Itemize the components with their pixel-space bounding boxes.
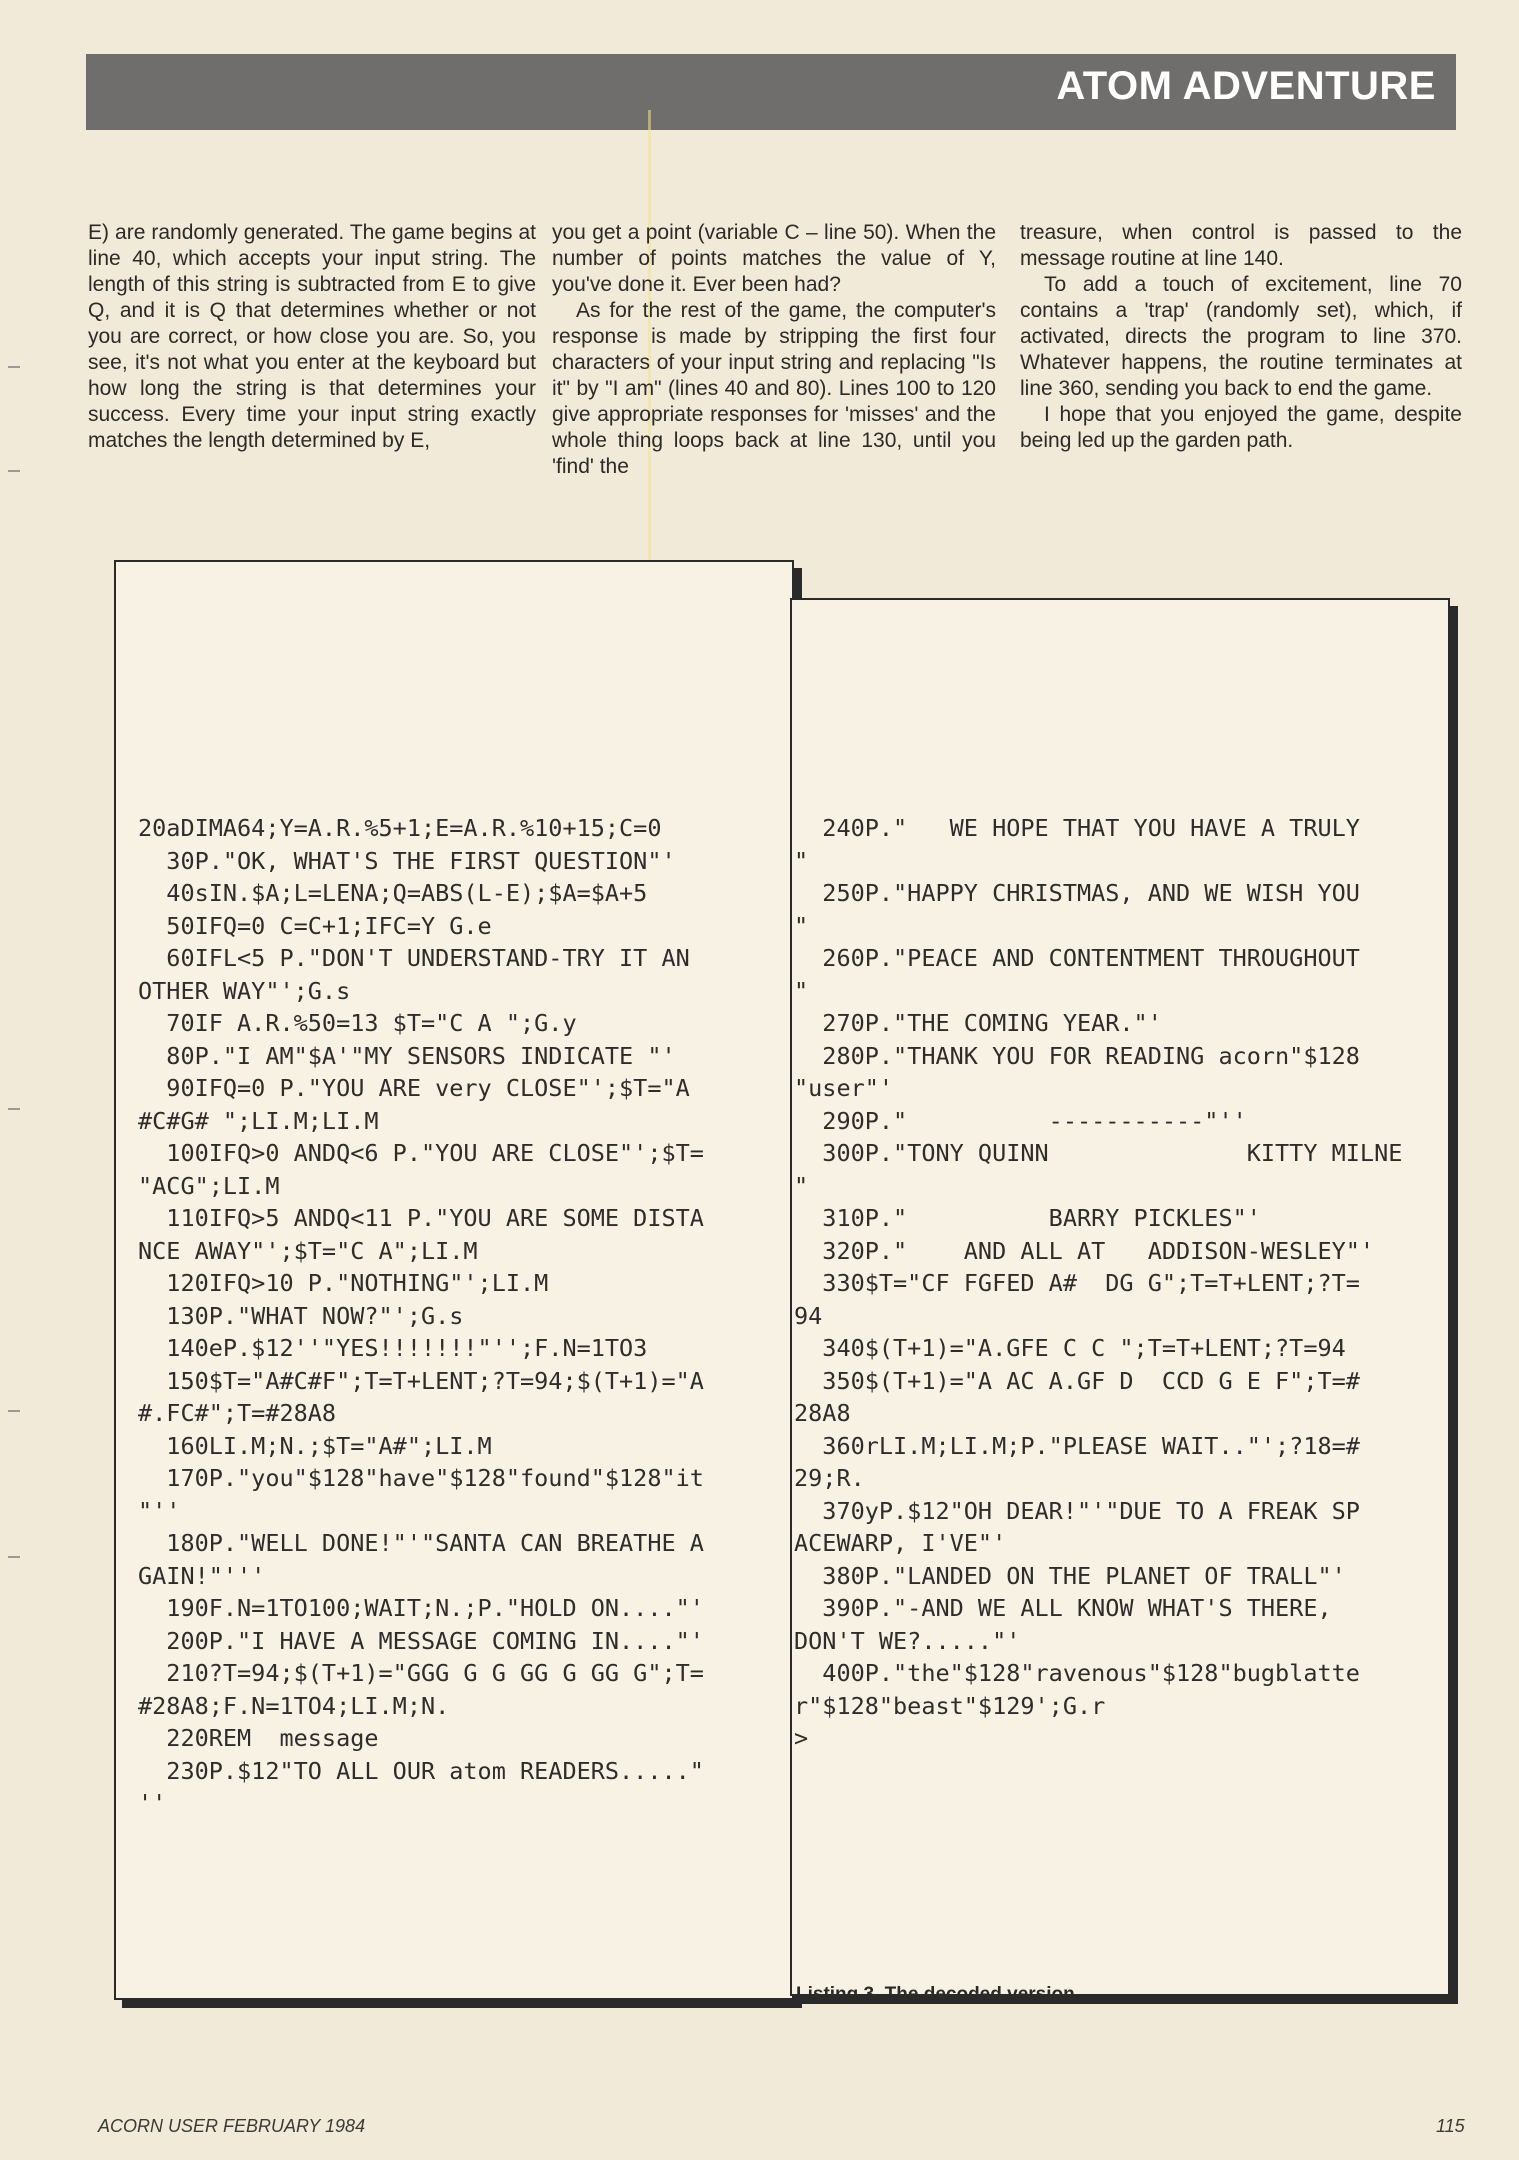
listing-line: " <box>794 976 809 1005</box>
listing-line: 330$T="CF FGFED A# DG G";T=T+LENT;?T= <box>794 1269 1360 1297</box>
listing-line: 260P."PEACE AND CONTENTMENT THROUGHOUT <box>794 944 1360 972</box>
listing-line: 350$(T+1)="A AC A.GF D CCD G E F";T=# <box>794 1366 1360 1395</box>
listing-line: 240P." WE HOPE THAT YOU HAVE A TRULY <box>794 814 1360 842</box>
listing-line: 20aDIMA64;Y=A.R.%5+1;E=A.R.%10+15;C=0 <box>138 814 662 842</box>
listing-line: 320P." AND ALL AT ADDISON-WESLEY"' <box>794 1236 1375 1265</box>
paragraph: E) are randomly generated. The game begins at line 40, which accepts your input string. The length of this string is subtracted from E to give Q, and it is Q that determines whether or not you are correct, or how close you are. So, you see, it's not what you enter at the keyboard but how long the string is that determines your success. Every time your input string exactly matches the length determined by E, <box>88 221 536 452</box>
listing-line: " <box>794 1171 809 1200</box>
paragraph: you get a point (variable C – line 50). When the number of points matches the value of Y, you've done it. Ever been had? <box>552 221 996 296</box>
listing-line: OTHER WAY"';G.s <box>138 976 351 1005</box>
paragraph: I hope that you enjoyed the game, despite being led up the garden path. <box>1020 403 1462 452</box>
page-number: 115 <box>1436 2116 1465 2136</box>
listing-line: 30P."OK, WHAT'S THE FIRST QUESTION"' <box>138 846 676 875</box>
listing-line: 270P."THE COMING YEAR."' <box>794 1009 1162 1037</box>
listing-line: 70IF A.R.%50=13 $T="C A ";G.y <box>138 1009 577 1037</box>
listing-line: "'' <box>138 1496 181 1525</box>
listing-line: 90IFQ=0 P."YOU ARE very CLOSE"';$T="A <box>138 1074 690 1102</box>
listing-line: r"$128"beast"$129';G.r <box>794 1691 1106 1720</box>
margin-mark <box>8 1556 20 1558</box>
listing-line: 300P."TONY QUINN KITTY MILNE <box>794 1139 1403 1167</box>
listing-line: 60IFL<5 P."DON'T UNDERSTAND-TRY IT AN <box>138 944 690 972</box>
margin-mark <box>8 1108 20 1110</box>
listing-line: 340$(T+1)="A.GFE C C ";T=T+LENT;?T=94 <box>794 1334 1346 1362</box>
article-column-3 <box>1020 220 1462 454</box>
listing-line: 200P."I HAVE A MESSAGE COMING IN...."' <box>138 1626 704 1655</box>
listing-line: " <box>794 911 809 940</box>
listing-line: 160LI.M;N.;$T="A#";LI.M <box>138 1431 492 1460</box>
listing-line: 140eP.$12''"YES!!!!!!!"'';F.N=1TO3 <box>138 1334 648 1362</box>
listing-line: 380P."LANDED ON THE PLANET OF TRALL"' <box>794 1561 1346 1590</box>
listing-line: DON'T WE?....."' <box>794 1626 1021 1655</box>
listing-line: "user"' <box>794 1074 894 1102</box>
listing-line: 110IFQ>5 ANDQ<11 P."YOU ARE SOME DISTA <box>138 1204 704 1232</box>
listing-line: 150$T="A#C#F";T=T+LENT;?T=94;$(T+1)="A <box>138 1366 704 1395</box>
listing-line: GAIN!"''' <box>138 1561 266 1590</box>
listing-line: " <box>794 846 809 875</box>
margin-mark <box>8 366 20 368</box>
listing-line: 50IFQ=0 C=C+1;IFC=Y G.e <box>138 911 492 940</box>
listing-line: 250P."HAPPY CHRISTMAS, AND WE WISH YOU <box>794 879 1360 907</box>
listing-line: 180P."WELL DONE!"'"SANTA CAN BREATHE A <box>138 1529 704 1557</box>
listing-line: 360rLI.M;LI.M;P."PLEASE WAIT.."';?18=# <box>794 1431 1360 1460</box>
listing-line: 40sIN.$A;L=LENA;Q=ABS(L-E);$A=$A+5 <box>138 879 648 907</box>
listing-line: ACEWARP, I'VE"' <box>794 1529 1007 1557</box>
listing-line: 370yP.$12"OH DEAR!"'"DUE TO A FREAK SP <box>794 1496 1360 1525</box>
listing-line: 100IFQ>0 ANDQ<6 P."YOU ARE CLOSE"';$T= <box>138 1139 704 1167</box>
margin-mark <box>8 470 20 472</box>
listing-line: 400P."the"$128"ravenous"$128"bugblatte <box>794 1659 1360 1687</box>
listing-line: 120IFQ>10 P."NOTHING"';LI.M <box>138 1269 549 1297</box>
article-column-1 <box>88 220 536 454</box>
listing-line: #28A8;F.N=1TO4;LI.M;N. <box>138 1691 450 1720</box>
listing-line: > <box>794 1724 809 1752</box>
article-column-2 <box>552 220 996 480</box>
listing-line: #C#G# ";LI.M;LI.M <box>138 1106 379 1135</box>
listing-line: 190F.N=1TO100;WAIT;N.;P."HOLD ON...."' <box>138 1594 704 1622</box>
section-banner <box>86 54 1456 130</box>
listing-line: #.FC#";T=#28A8 <box>138 1399 337 1427</box>
listing-line: 80P."I AM"$A'"MY SENSORS INDICATE "' <box>138 1041 676 1070</box>
listing-line: '' <box>138 1789 167 1817</box>
paragraph: treasure, when control is passed to the message routine at line 140. <box>1020 221 1462 270</box>
listing-line: 230P.$12"TO ALL OUR atom READERS....." <box>138 1756 704 1785</box>
listing-line: 290P." -----------"'' <box>794 1106 1247 1135</box>
program-listing-left <box>138 812 704 1820</box>
listing-caption: Listing 3. The decoded version <box>796 1984 1075 2005</box>
listing-line: 390P."-AND WE ALL KNOW WHAT'S THERE, <box>794 1594 1332 1622</box>
listing-line: 130P."WHAT NOW?"';G.s <box>138 1301 464 1330</box>
listing-line: 28A8 <box>794 1399 851 1427</box>
listing-line: 310P." BARRY PICKLES"' <box>794 1204 1261 1232</box>
listing-line: 94 <box>794 1301 823 1330</box>
section-title: ATOM ADVENTURE <box>1056 64 1436 108</box>
listing-line: "ACG";LI.M <box>138 1171 280 1200</box>
listing-line: 280P."THANK YOU FOR READING acorn"$128 <box>794 1041 1360 1070</box>
listing-line: 170P."you"$128"have"$128"found"$128"it <box>138 1464 704 1492</box>
listing-line: 29;R. <box>794 1464 865 1492</box>
paragraph: As for the rest of the game, the computer's response is made by stripping the first four characters of your input string and replacing "Is it" by "I am" (lines 40 and 80). Lines 100 to 120 give appropriate responses for 'misses' and the whole thing loops back at line 130, until you 'find' the <box>552 299 996 478</box>
listing-line: NCE AWAY"';$T="C A";LI.M <box>138 1236 478 1265</box>
listing-line: 220REM message <box>138 1724 379 1752</box>
program-listing-right <box>794 812 1402 1755</box>
paragraph: To add a touch of excitement, line 70 contains a 'trap' (randomly set), which, if activated, directs the program to line 370. Whatever happens, the routine terminates at line 360, sending you back to end the game. <box>1020 273 1462 400</box>
listing-line: 210?T=94;$(T+1)="GGG G G GG G GG G";T= <box>138 1659 704 1687</box>
margin-mark <box>8 1410 20 1412</box>
footer-publication: ACORN USER FEBRUARY 1984 <box>98 2116 366 2136</box>
